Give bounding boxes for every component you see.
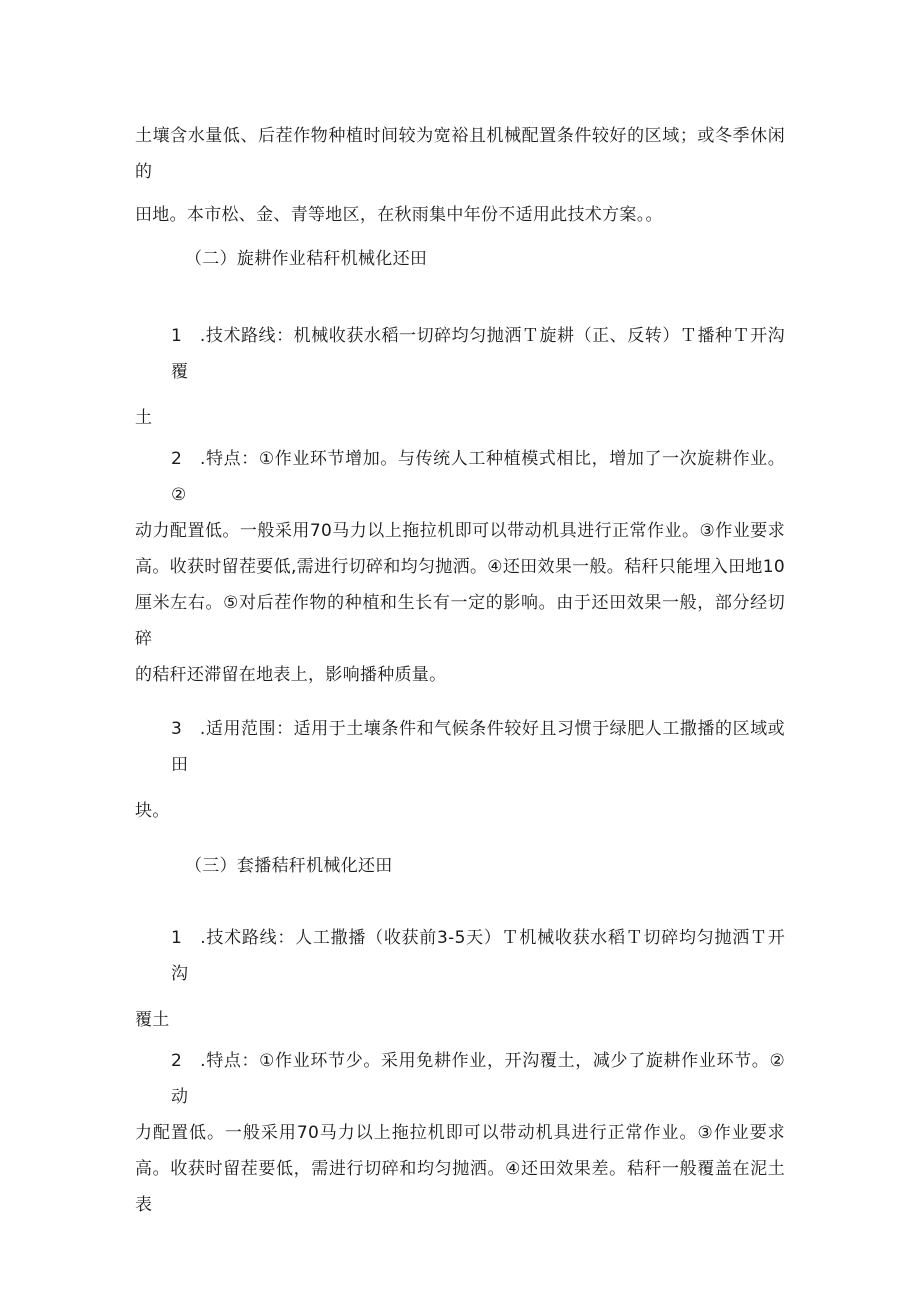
section-heading-text: （二）旋耕作业秸秆机械化还田	[185, 249, 428, 269]
paragraph-line: 的秸秆还滞留在地表上，影响播种质量。	[135, 665, 447, 685]
section2-item2-paragraph	[135, 441, 785, 693]
intro-paragraph	[135, 118, 785, 233]
paragraph-line: 高。收获时留茬要低,需进行切碎和均匀抛洒。④还田效果一般。秸秆只能埋入田地10	[135, 557, 785, 577]
section2-item3-paragraph	[135, 711, 785, 829]
section-heading-3	[135, 848, 785, 884]
paragraph-line: 覆土	[135, 1010, 170, 1030]
paragraph-line: 土壤含水量低、后茬作物种植时间较为宽裕且机械配置条件较好的区域；或冬季休闲的	[135, 126, 785, 182]
paragraph-line: 2 .特点：①作业环节少。采用免耕作业，开沟覆土，减少了旋耕作业环节。②动	[171, 1051, 785, 1107]
paragraph-line: 厘米左右。⑤对后茬作物的种植和生长有一定的影响。由于还田效果一般，部分经切碎	[135, 593, 785, 649]
section-heading-text: （三）套播秸秆机械化还田	[185, 856, 393, 876]
section-heading-2	[135, 241, 785, 277]
paragraph-line: 3 .适用范围：适用于土壤条件和气候条件较好且习惯于绿肥人工撒播的区域或田	[171, 719, 785, 775]
section2-item1-paragraph	[135, 318, 785, 436]
paragraph-line: 高。收获时留茬要低，需进行切碎和均匀抛洒。④还田效果差。秸秆一般覆盖在泥土表	[135, 1159, 785, 1215]
paragraph-line: 2 .特点：①作业环节增加。与传统人工种植模式相比，增加了一次旋耕作业。②	[171, 449, 785, 505]
section3-item2-paragraph	[135, 1043, 785, 1223]
paragraph-line: 力配置低。一般采用70马力以上拖拉机即可以带动机具进行正常作业。③作业要求	[135, 1123, 785, 1143]
paragraph-line: 1 .技术路线：机械收获水稻一切碎均匀抛洒Ｔ旋耕（正、反转）Ｔ播种Ｔ开沟覆	[171, 326, 785, 382]
paragraph-line: 土	[135, 408, 153, 428]
section3-item1-paragraph	[135, 920, 785, 1038]
paragraph-line: 块。	[135, 801, 170, 821]
paragraph-line: 1 .技术路线：人工撒播（收获前3-5天）Ｔ机械收获水稻Ｔ切碎均匀抛洒Ｔ开沟	[171, 928, 785, 984]
paragraph-line: 动力配置低。一般采用70马力以上拖拉机即可以带动机具进行正常作业。③作业要求	[135, 521, 785, 541]
paragraph-line: 田地。本市松、金、青等地区，在秋雨集中年份不适用此技术方案。。	[135, 205, 663, 225]
